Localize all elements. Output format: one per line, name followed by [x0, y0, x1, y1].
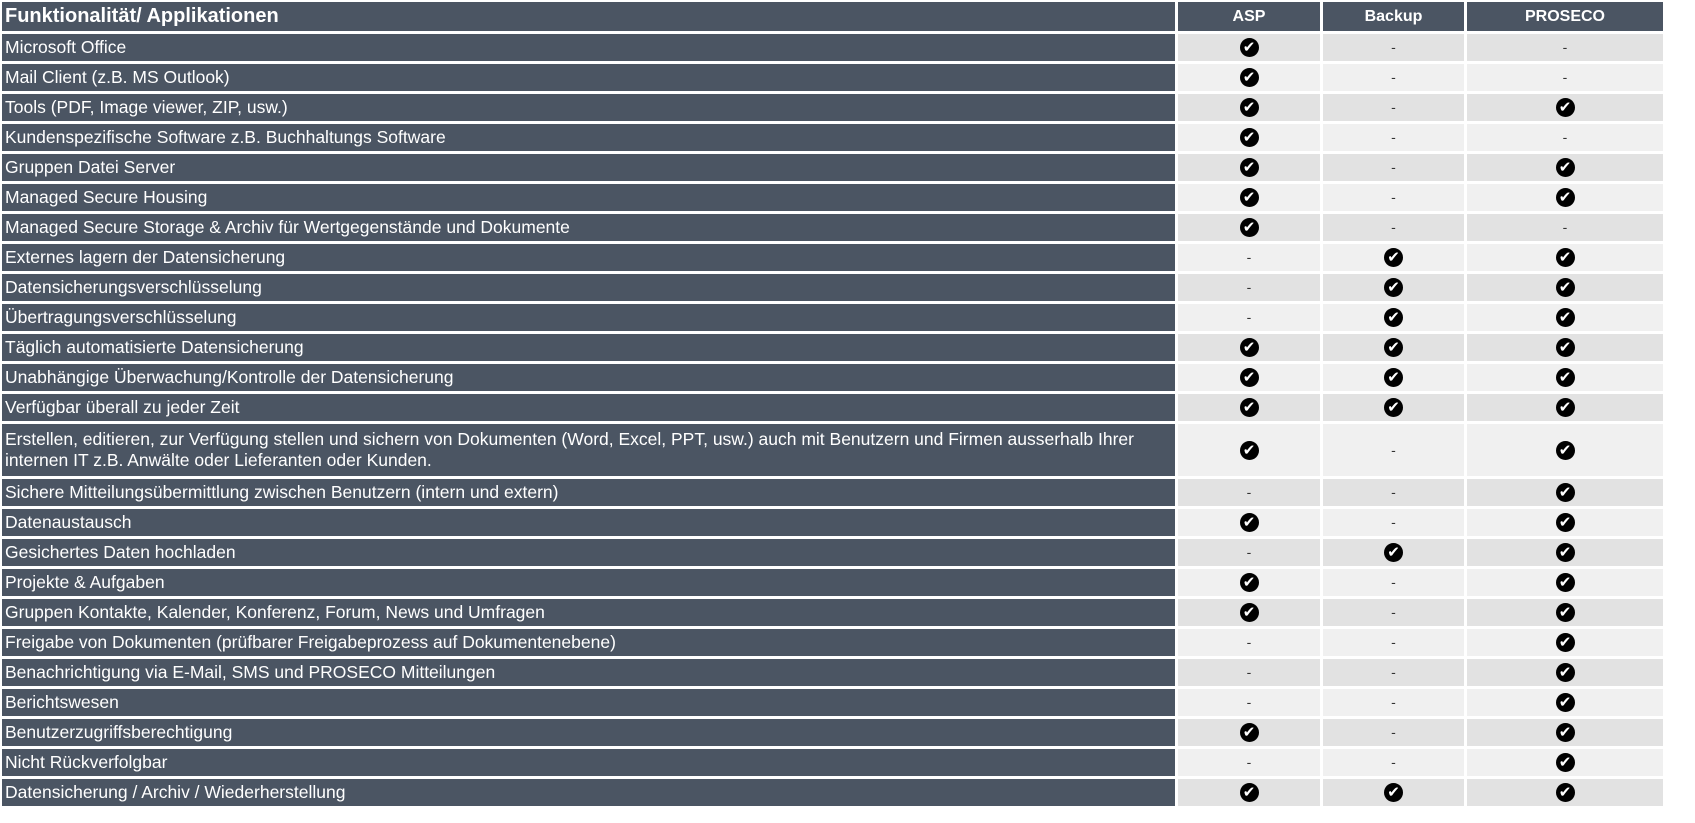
row-label: Gruppen Kontakte, Kalender, Konferenz, Forum, News und Umfragen [2, 599, 1175, 626]
cell-asp [1178, 64, 1320, 91]
cell-proseco [1467, 689, 1663, 716]
dash-mark: - [1391, 189, 1396, 205]
cell-asp [1178, 689, 1320, 716]
table-row [2, 479, 1663, 506]
cell-asp [1178, 274, 1320, 301]
cell-proseco [1467, 569, 1663, 596]
check-circle-icon: ✔ [1384, 248, 1403, 267]
dash-mark: - [1246, 279, 1252, 295]
check-circle-icon: ✔ [1556, 441, 1575, 460]
check-circle-icon: ✔ [1240, 158, 1259, 177]
check-circle-icon: ✔ [1384, 338, 1403, 357]
check-circle-icon: ✔ [1556, 308, 1575, 327]
table-row [2, 719, 1663, 746]
row-label: Gesichertes Daten hochladen [2, 539, 1175, 566]
cell-asp [1178, 779, 1320, 806]
cell-backup [1323, 659, 1464, 686]
check-circle-icon: ✔ [1556, 483, 1575, 502]
check-circle-icon: ✔ [1240, 398, 1259, 417]
table-row [2, 689, 1663, 716]
row-label: Kundenspezifische Software z.B. Buchhaltungs Software [2, 124, 1175, 151]
cell-proseco [1467, 424, 1663, 476]
cell-asp [1178, 749, 1320, 776]
check-circle-icon: ✔ [1240, 98, 1259, 117]
table-row [2, 364, 1663, 391]
table-row [2, 214, 1663, 241]
table-row [2, 424, 1663, 476]
cell-proseco [1467, 184, 1663, 211]
check-circle-icon: ✔ [1240, 218, 1259, 237]
cell-proseco [1467, 334, 1663, 361]
check-circle-icon: ✔ [1384, 308, 1403, 327]
cell-backup [1323, 154, 1464, 181]
cell-proseco [1467, 394, 1663, 421]
cell-proseco [1467, 274, 1663, 301]
table-row [2, 599, 1663, 626]
cell-asp [1178, 659, 1320, 686]
table-row [2, 394, 1663, 421]
check-circle-icon: ✔ [1240, 38, 1259, 57]
check-circle-icon: ✔ [1556, 398, 1575, 417]
cell-asp [1178, 364, 1320, 391]
check-circle-icon: ✔ [1240, 603, 1259, 622]
cell-backup [1323, 539, 1464, 566]
check-circle-icon: ✔ [1556, 158, 1575, 177]
cell-proseco [1467, 749, 1663, 776]
row-label: Benachrichtigung via E-Mail, SMS und PROSECO Mitteilungen [2, 659, 1175, 686]
check-circle-icon: ✔ [1556, 278, 1575, 297]
cell-backup [1323, 334, 1464, 361]
row-label: Gruppen Datei Server [2, 154, 1175, 181]
table-row [2, 184, 1663, 211]
table-row [2, 64, 1663, 91]
cell-proseco [1467, 214, 1663, 241]
cell-backup [1323, 569, 1464, 596]
row-label: Sichere Mitteilungsübermittlung zwischen Benutzern (intern und extern) [2, 479, 1175, 506]
row-label: Datensicherung / Archiv / Wiederherstellung [2, 779, 1175, 806]
dash-mark: - [1391, 664, 1396, 680]
cell-backup [1323, 599, 1464, 626]
cell-proseco [1467, 64, 1663, 91]
header-asp: ASP [1178, 2, 1320, 31]
cell-asp [1178, 599, 1320, 626]
check-circle-icon: ✔ [1556, 513, 1575, 532]
check-circle-icon: ✔ [1240, 338, 1259, 357]
cell-asp [1178, 184, 1320, 211]
row-label: Freigabe von Dokumenten (prüfbarer Freigabeprozess auf Dokumentenebene) [2, 629, 1175, 656]
cell-backup [1323, 779, 1464, 806]
cell-asp [1178, 394, 1320, 421]
check-circle-icon: ✔ [1384, 543, 1403, 562]
cell-backup [1323, 629, 1464, 656]
dash-mark: - [1246, 249, 1252, 265]
dash-mark: - [1246, 484, 1252, 500]
check-circle-icon: ✔ [1556, 633, 1575, 652]
table-row [2, 334, 1663, 361]
cell-proseco [1467, 509, 1663, 536]
cell-backup [1323, 509, 1464, 536]
cell-proseco [1467, 124, 1663, 151]
row-label: Tools (PDF, Image viewer, ZIP, usw.) [2, 94, 1175, 121]
table-row [2, 779, 1663, 806]
check-circle-icon: ✔ [1556, 248, 1575, 267]
row-label: Mail Client (z.B. MS Outlook) [2, 64, 1175, 91]
cell-proseco [1467, 629, 1663, 656]
row-label: Berichtswesen [2, 689, 1175, 716]
table-row [2, 34, 1663, 61]
header-backup: Backup [1323, 2, 1464, 31]
check-circle-icon: ✔ [1556, 783, 1575, 802]
check-circle-icon: ✔ [1556, 603, 1575, 622]
row-label: Managed Secure Housing [2, 184, 1175, 211]
row-label: Täglich automatisierte Datensicherung [2, 334, 1175, 361]
cell-asp [1178, 479, 1320, 506]
check-circle-icon: ✔ [1556, 693, 1575, 712]
cell-asp [1178, 569, 1320, 596]
table-row [2, 749, 1663, 776]
row-label: Benutzerzugriffsberechtigung [2, 719, 1175, 746]
dash-mark: - [1391, 574, 1396, 590]
dash-mark: - [1562, 219, 1568, 235]
header-proseco: PROSECO [1467, 2, 1663, 31]
cell-backup [1323, 394, 1464, 421]
cell-backup [1323, 124, 1464, 151]
table-row [2, 629, 1663, 656]
cell-backup [1323, 274, 1464, 301]
cell-proseco [1467, 779, 1663, 806]
table-header-row [2, 2, 1663, 31]
check-circle-icon: ✔ [1240, 368, 1259, 387]
row-label: Erstellen, editieren, zur Verfügung stellen und sichern von Dokumenten (Word, Excel, PPT, usw.) auch mit Benutzern und Firmen ausserhalb Ihrer internen IT z.B. Anwälte oder Lieferanten oder Kunden. [2, 424, 1175, 476]
dash-mark: - [1562, 129, 1568, 145]
table-row [2, 509, 1663, 536]
row-label: Nicht Rückverfolgbar [2, 749, 1175, 776]
cell-proseco [1467, 479, 1663, 506]
check-circle-icon: ✔ [1384, 278, 1403, 297]
row-label: Verfügbar überall zu jeder Zeit [2, 394, 1175, 421]
table-row [2, 304, 1663, 331]
dash-mark: - [1391, 694, 1396, 710]
check-circle-icon: ✔ [1556, 723, 1575, 742]
table-row [2, 274, 1663, 301]
cell-proseco [1467, 719, 1663, 746]
dash-mark: - [1391, 219, 1396, 235]
cell-proseco [1467, 34, 1663, 61]
check-circle-icon: ✔ [1556, 753, 1575, 772]
check-circle-icon: ✔ [1556, 573, 1575, 592]
table-row [2, 539, 1663, 566]
row-label: Datensicherungsverschlüsselung [2, 274, 1175, 301]
dash-mark: - [1246, 754, 1252, 770]
dash-mark: - [1246, 694, 1252, 710]
cell-proseco [1467, 659, 1663, 686]
check-circle-icon: ✔ [1240, 513, 1259, 532]
cell-asp [1178, 214, 1320, 241]
cell-proseco [1467, 599, 1663, 626]
cell-asp [1178, 629, 1320, 656]
dash-mark: - [1391, 129, 1396, 145]
check-circle-icon: ✔ [1384, 398, 1403, 417]
check-circle-icon: ✔ [1240, 783, 1259, 802]
row-label: Managed Secure Storage & Archiv für Wertgegenstände und Dokumente [2, 214, 1175, 241]
table-row [2, 94, 1663, 121]
cell-proseco [1467, 154, 1663, 181]
dash-mark: - [1391, 724, 1396, 740]
cell-asp [1178, 539, 1320, 566]
cell-asp [1178, 34, 1320, 61]
check-circle-icon: ✔ [1384, 368, 1403, 387]
table-row [2, 569, 1663, 596]
table-row [2, 124, 1663, 151]
check-circle-icon: ✔ [1556, 368, 1575, 387]
dash-mark: - [1391, 99, 1396, 115]
dash-mark: - [1391, 604, 1396, 620]
cell-asp [1178, 244, 1320, 271]
dash-mark: - [1391, 754, 1396, 770]
cell-asp [1178, 424, 1320, 476]
check-circle-icon: ✔ [1240, 188, 1259, 207]
row-label: Projekte & Aufgaben [2, 569, 1175, 596]
check-circle-icon: ✔ [1240, 723, 1259, 742]
cell-backup [1323, 749, 1464, 776]
cell-backup [1323, 479, 1464, 506]
dash-mark: - [1391, 39, 1396, 55]
check-circle-icon: ✔ [1556, 338, 1575, 357]
cell-backup [1323, 424, 1464, 476]
cell-proseco [1467, 539, 1663, 566]
dash-mark: - [1391, 159, 1396, 175]
cell-backup [1323, 244, 1464, 271]
cell-asp [1178, 509, 1320, 536]
cell-proseco [1467, 94, 1663, 121]
cell-asp [1178, 304, 1320, 331]
dash-mark: - [1246, 309, 1252, 325]
dash-mark: - [1246, 544, 1252, 560]
cell-backup [1323, 364, 1464, 391]
cell-asp [1178, 719, 1320, 746]
cell-backup [1323, 64, 1464, 91]
row-label: Datenaustausch [2, 509, 1175, 536]
cell-proseco [1467, 364, 1663, 391]
cell-proseco [1467, 244, 1663, 271]
cell-asp [1178, 94, 1320, 121]
header-function: Funktionalität/ Applikationen [2, 2, 1175, 31]
cell-proseco [1467, 304, 1663, 331]
check-circle-icon: ✔ [1240, 573, 1259, 592]
row-label: Unabhängige Überwachung/Kontrolle der Datensicherung [2, 364, 1175, 391]
dash-mark: - [1391, 514, 1396, 530]
dash-mark: - [1246, 664, 1252, 680]
check-circle-icon: ✔ [1240, 441, 1259, 460]
table-row [2, 659, 1663, 686]
cell-backup [1323, 304, 1464, 331]
check-circle-icon: ✔ [1556, 98, 1575, 117]
cell-backup [1323, 184, 1464, 211]
dash-mark: - [1246, 634, 1252, 650]
dash-mark: - [1391, 634, 1396, 650]
dash-mark: - [1391, 69, 1396, 85]
check-circle-icon: ✔ [1240, 128, 1259, 147]
cell-asp [1178, 154, 1320, 181]
dash-mark: - [1562, 39, 1568, 55]
check-circle-icon: ✔ [1240, 68, 1259, 87]
cell-backup [1323, 719, 1464, 746]
row-label: Microsoft Office [2, 34, 1175, 61]
dash-mark: - [1391, 441, 1396, 458]
cell-backup [1323, 94, 1464, 121]
cell-asp [1178, 124, 1320, 151]
table-row [2, 244, 1663, 271]
table-row [2, 154, 1663, 181]
row-label: Übertragungsverschlüsselung [2, 304, 1175, 331]
check-circle-icon: ✔ [1384, 783, 1403, 802]
cell-backup [1323, 689, 1464, 716]
check-circle-icon: ✔ [1556, 543, 1575, 562]
cell-backup [1323, 214, 1464, 241]
dash-mark: - [1562, 69, 1568, 85]
table-body [2, 34, 1663, 806]
check-circle-icon: ✔ [1556, 663, 1575, 682]
cell-asp [1178, 334, 1320, 361]
row-label: Externes lagern der Datensicherung [2, 244, 1175, 271]
cell-backup [1323, 34, 1464, 61]
dash-mark: - [1391, 484, 1396, 500]
check-circle-icon: ✔ [1556, 188, 1575, 207]
